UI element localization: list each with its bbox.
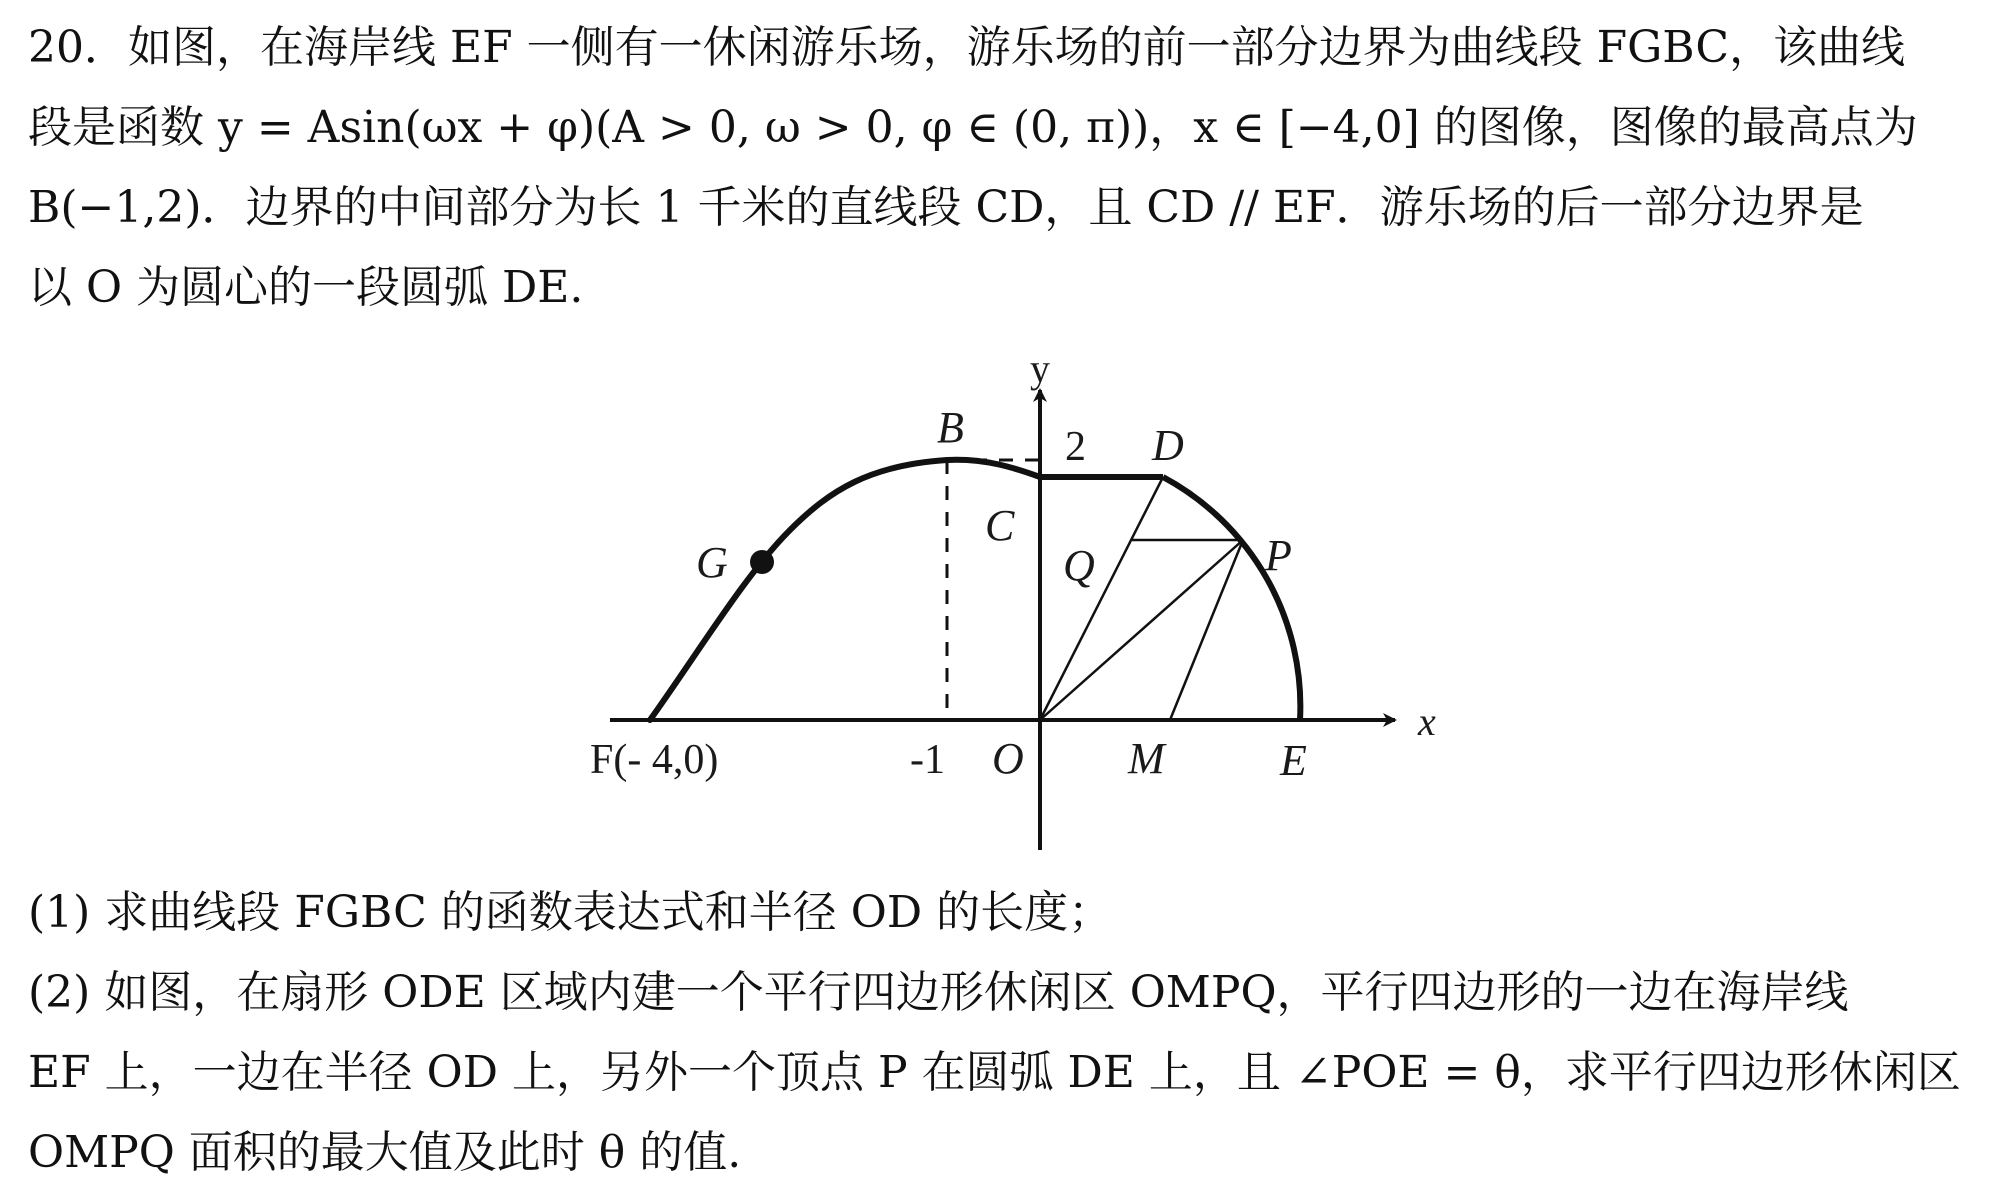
label-g: G [696, 538, 728, 587]
axis-label-y: y [1030, 346, 1050, 391]
label-p: P [1265, 531, 1292, 580]
problem-intro-line: 以 O 为圆心的一段圆弧 DE. [28, 262, 584, 313]
question-2-line: EF 上，一边在半径 OD 上，另外一个顶点 P 在圆弧 DE 上，且 ∠POE = θ，求平行四边形休闲区 [28, 1047, 1961, 1098]
label-c: C [985, 501, 1015, 550]
question-2-line: (2) 如图，在扇形 ODE 区域内建一个平行四边形休闲区 OMPQ，平行四边形的一边在海岸线 [28, 967, 1849, 1018]
label-e: E [1280, 736, 1307, 785]
segment-od [1040, 477, 1163, 720]
question-1 [28, 873, 1978, 953]
problem-intro-line: 20．如图，在海岸线 EF 一侧有一休闲游乐场，游乐场的前一部分边界为曲线段 FGBC，该曲线 [28, 22, 1906, 73]
problem-intro-line: 段是函数 y = Asin(ωx + φ)(A > 0, ω > 0, φ ∈ (0, π))，x ∈ [−4,0] 的图像，图像的最高点为 [28, 102, 1918, 153]
axis-label-x: x [1418, 699, 1436, 744]
tick-label-neg1: -1 [910, 737, 945, 783]
label-b: B [937, 403, 964, 452]
tick-label-2: 2 [1065, 424, 1086, 470]
label-q: Q [1063, 541, 1095, 590]
problem-intro-line: B(−1,2)．边界的中间部分为长 1 千米的直线段 CD，且 CD // EF．游乐场的后一部分边界是 [28, 182, 1864, 233]
question-2 [28, 953, 1978, 1193]
question-1-text: (1) 求曲线段 FGBC 的函数表达式和半径 OD 的长度； [28, 887, 1113, 938]
label-f: F(- 4,0) [590, 737, 719, 783]
question-2-line: OMPQ 面积的最大值及此时 θ 的值. [28, 1127, 742, 1178]
geometry-figure [0, 330, 2000, 870]
label-d: D [1152, 421, 1184, 470]
label-o: O [992, 734, 1024, 783]
segment-mp [1170, 540, 1243, 720]
point-g-dot [750, 550, 774, 574]
curve-fgbc [650, 460, 1040, 720]
label-m: M [1128, 734, 1165, 783]
problem-statement [28, 8, 1978, 328]
